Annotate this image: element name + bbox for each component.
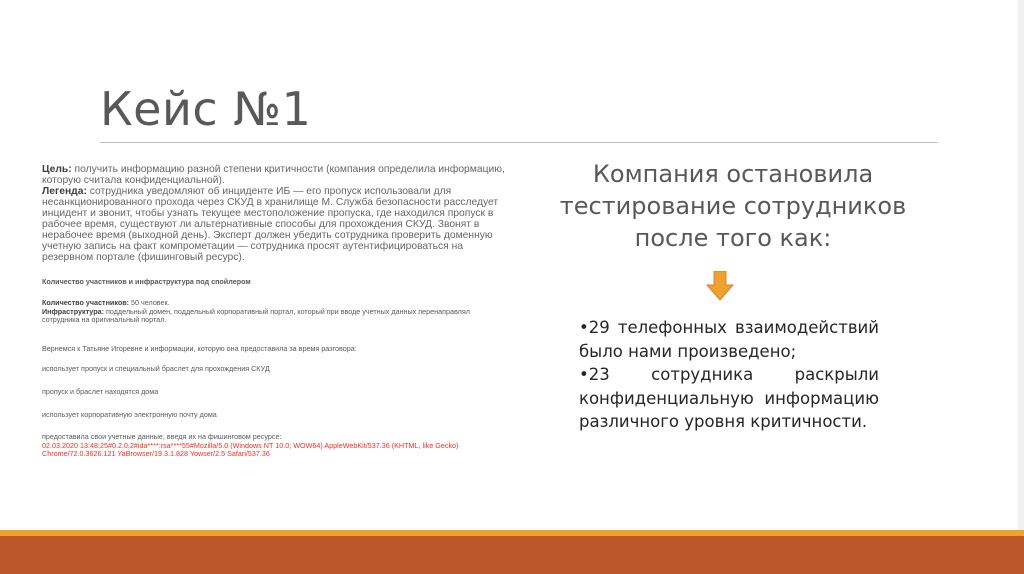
goal-text: получить информацию разной степени критичности (компания определила информацию, которую считала конфиденциальной). — [42, 164, 505, 186]
right-edge-strip — [1018, 0, 1024, 574]
infra-line — [42, 308, 472, 325]
right-heading: Компания остановила тестирование сотрудников после того как: — [559, 160, 907, 252]
slide-title: Кейс №1 — [100, 82, 312, 136]
infra-value: поддельный домен, поддельный корпоративный портал, который при вводе учетных данных перенаправлял сотрудника на оригинальный портал. — [42, 306, 470, 325]
results-list — [579, 316, 879, 434]
note-corporate-email: использует корпоративную электронную почту дома — [42, 410, 217, 419]
result-calls: •29 телефонных взаимодействий было нами произведено; — [579, 318, 879, 361]
legend-text: сотрудника уведомляют об инциденте ИБ — его пропуск использовали для несанкционированного прохода через СКУД в хранилище М. Служба безопасности расследует инцидент и звонит, чтобы узнать текущее местоположение пропуска, где находился пропуск в рабочее время, существуют ли альтернативные способы для прохождения СКУД. Звонят в нерабочее время (выходной день). Эксперт должен убедить сотрудника проверить доменную учетную запись на факт компрометации — сотрудника просят аутентифицироваться на резервном портале (фишинговый ресурс). — [42, 186, 499, 263]
participants-label: Количество участников: — [42, 298, 130, 307]
infra-label: Инфраструктура: — [42, 306, 104, 316]
credentials-text: предоставила свои учетные данные, введя их на фишинговом ресурсе: — [42, 432, 282, 441]
result-disclosures: •23 сотрудника раскрыли конфиденциальную информацию различного уровня критичности. — [579, 365, 879, 431]
goal-paragraph — [42, 164, 512, 186]
note-return: Вернемся к Татьяне Игоревне и информации, которую она предоставила за время разговора: — [42, 344, 357, 353]
note-pass-bracelet: использует пропуск и специальный браслет для прохождения СКУД — [42, 364, 270, 373]
participants-value: 50 человек. — [129, 298, 170, 307]
note-credentials — [42, 433, 512, 459]
participants-block — [42, 299, 472, 325]
phishing-log-line: 02.03.2020 13:48:25#0.2.0.2#ida****:rsa****55#Mozilla/5.0 (Windows NT 10.0; WOW64) AppleWebKit/537.36 (KHTML, like Gecko) Chrome/72.0.3626.121 YaBrowser/19.3.1.828 Yowser/2.5 Safari/537.36 — [42, 440, 459, 459]
goal-label: Цель: — [42, 164, 72, 175]
spoiler-heading: Количество участников и инфраструктура под спойлером — [42, 277, 251, 286]
left-column — [42, 164, 512, 459]
title-divider — [100, 142, 938, 143]
note-at-home: пропуск и браслет находятся дома — [42, 387, 159, 396]
legend-label: Легенда: — [42, 186, 87, 197]
arrow-down-icon — [706, 271, 734, 301]
case-intro — [42, 164, 512, 263]
footer-bar — [0, 536, 1024, 574]
legend-paragraph — [42, 186, 512, 263]
